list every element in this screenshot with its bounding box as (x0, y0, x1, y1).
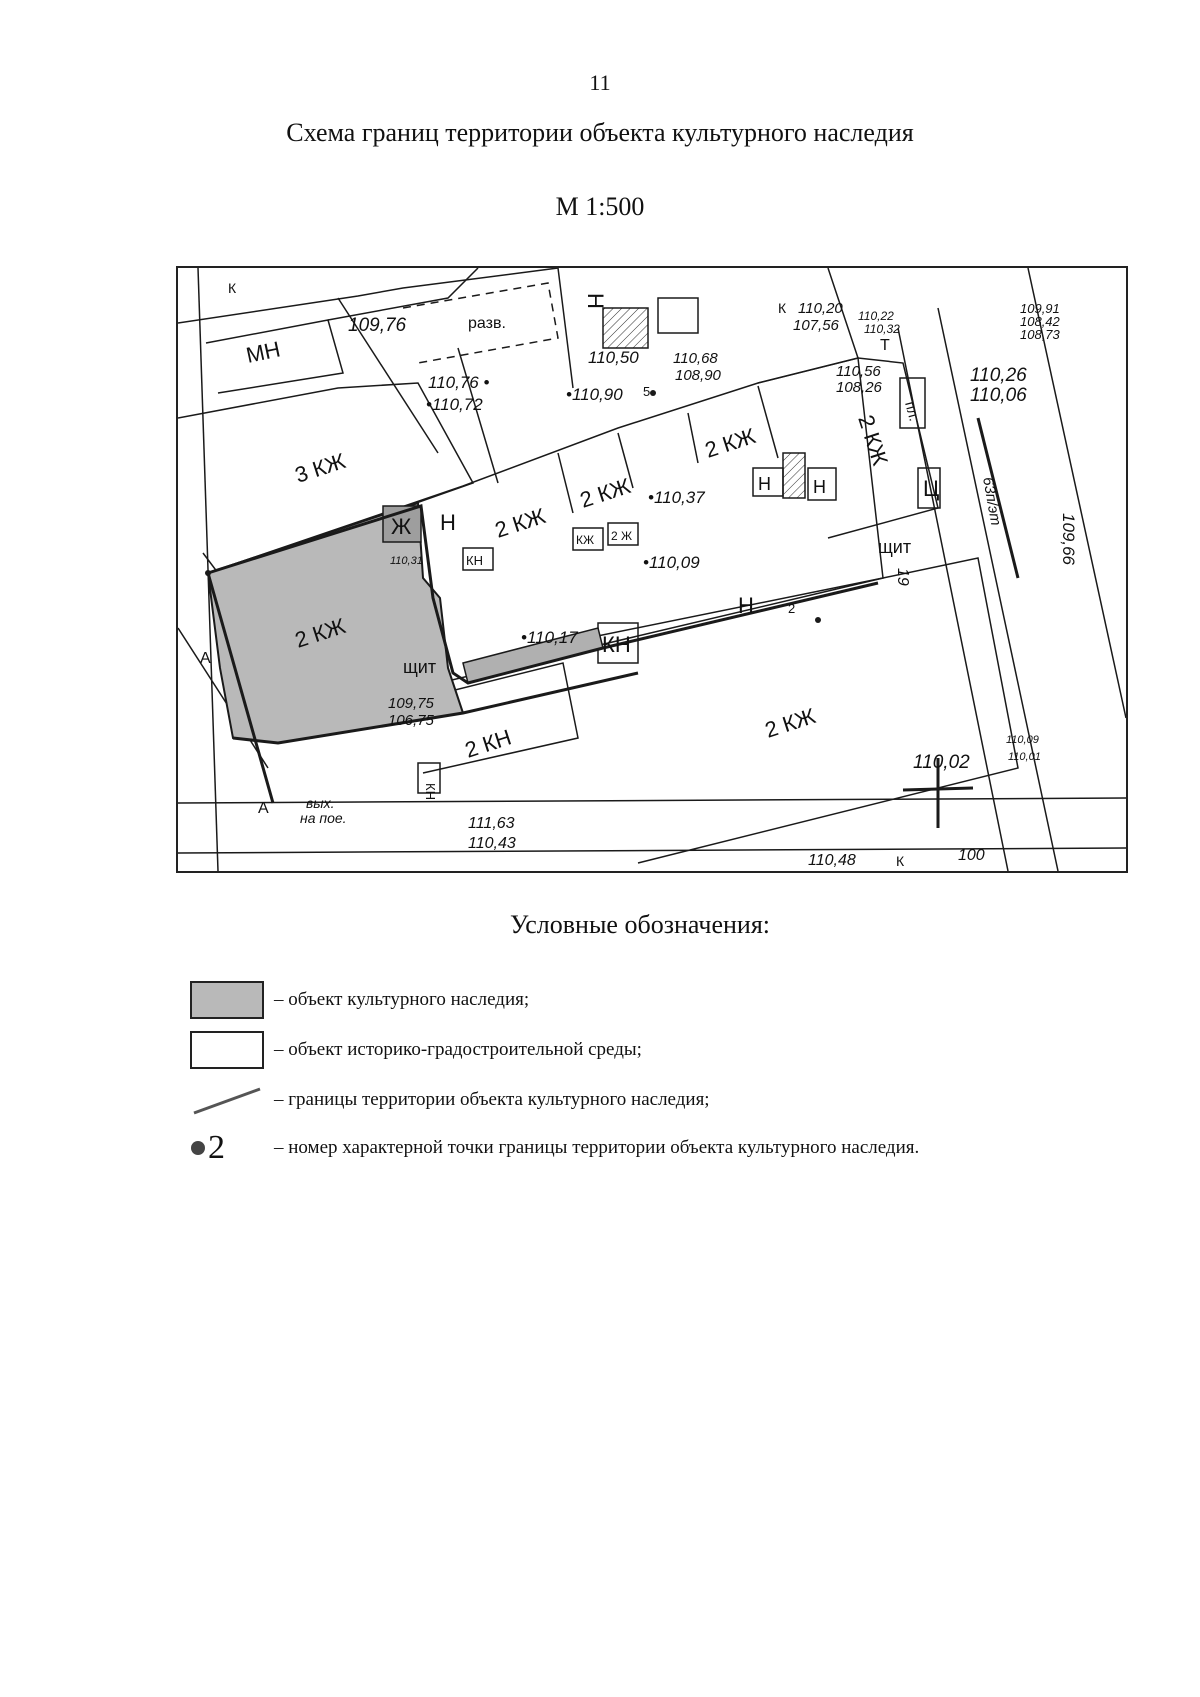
elev-e15: 110,56 (836, 363, 881, 380)
elev-e33: 19 (894, 568, 911, 586)
elev-e31: 109,66 (1059, 513, 1078, 565)
label-shchit1: щит (403, 657, 437, 677)
label-shchit2: щит (878, 537, 912, 557)
elev-e2: 110,76 • (428, 373, 490, 392)
cadastral-map (176, 266, 1128, 873)
label-2kzh-b: 2 КЖ (576, 473, 634, 513)
legend-text-heritage: – объект культурного наследия; (274, 989, 530, 1010)
elev-e3: •110,72 (426, 395, 483, 414)
label-a1: А (200, 650, 211, 667)
point-2-marker (815, 617, 821, 623)
elev-e21: •110,17 (521, 628, 578, 647)
elev-e25: 111,63 (468, 815, 515, 832)
legend-title: Условные обозначения: (509, 910, 771, 939)
label-a2: А (258, 800, 269, 817)
elev-e32: 63п/эт (979, 475, 1005, 527)
point-5-marker (650, 390, 656, 396)
label-2kn: 2 КН (461, 724, 515, 763)
label-kn1: КН (602, 632, 631, 657)
legend-point-number: 2 (208, 1129, 225, 1166)
elev-e24: 110,02 (913, 752, 970, 773)
label-2kzh-c: 2 КЖ (701, 423, 759, 463)
elev-e20: •110,09 (643, 553, 700, 572)
point-left-marker (205, 570, 211, 576)
label-2kzh-d: 2 КЖ (853, 411, 893, 469)
boundary-line-icon (190, 1081, 264, 1119)
elev-e6: 110,68 (673, 350, 718, 367)
elev-e26: 110,43 (468, 835, 516, 852)
label-vyh: вых. (306, 795, 335, 811)
legend-text-environment: – объект историко-градостроительной среды; (274, 1039, 642, 1060)
heritage-swatch (190, 981, 264, 1019)
div-4 (758, 386, 778, 458)
elev-e18: 110,06 (970, 385, 1027, 406)
label-kn-small: КН (466, 553, 483, 568)
label-kn2: КН (423, 783, 438, 800)
label-n3: Н (813, 477, 826, 497)
elev-e8: 110,20 (798, 300, 843, 317)
legend-item-point (190, 1126, 919, 1170)
legend-item-environment (190, 1028, 642, 1072)
label-k3: К (896, 853, 905, 869)
elev-e28: 110,09 (1006, 734, 1039, 746)
elev-e16: 108,26 (836, 379, 882, 396)
legend-text-boundary: – границы территории объекта культурного наследия; (274, 1089, 710, 1110)
label-t: Т (880, 337, 890, 354)
point-number-2: 2 (788, 601, 796, 616)
map-svg (178, 268, 1126, 871)
page-number: 11 (589, 70, 611, 95)
label-razv: разв. (468, 315, 506, 332)
elev-e29: 110,01 (1008, 751, 1041, 763)
label-pl: пл. (902, 399, 923, 423)
elev-e13: 108,42 (1020, 314, 1060, 329)
cross-h (903, 788, 973, 790)
stairs-mid (783, 453, 805, 498)
label-n5: Н (583, 293, 608, 309)
map-scale: М 1:500 (555, 192, 645, 221)
elev-e7: 108,90 (675, 367, 721, 384)
elev-e34: 110,31 (390, 555, 423, 567)
legend-text-point: – номер характерной точки границы территории объекта культурного наследия. (274, 1137, 920, 1158)
elev-e22: 109,75 (388, 695, 434, 712)
elev-e12: 109,91 (1020, 301, 1060, 316)
point-dot-icon (190, 1140, 206, 1156)
elev-e11: 110,32 (864, 322, 900, 336)
label-2kzh-a: 2 КЖ (491, 503, 549, 543)
lot-line-e (558, 268, 573, 388)
elev-e14: 108,73 (1020, 327, 1060, 342)
legend-item-boundary (190, 1078, 710, 1122)
point-number-5: 5 (643, 384, 651, 399)
elev-e27: 110,48 (808, 852, 856, 869)
label-k2: К (778, 300, 787, 316)
label-mn: МН (243, 336, 283, 368)
label-2kzh-big: 2 КЖ (761, 703, 819, 743)
elev-e23: 106,75 (388, 712, 434, 729)
label-ts: Ц (923, 476, 940, 501)
div-1 (558, 453, 573, 513)
elev-e30: 100 (958, 847, 985, 864)
point-number-icon (190, 1129, 264, 1167)
elev-e4: 110,50 (588, 348, 639, 367)
label-n4: Н (738, 593, 754, 618)
elev-e1: 109,76 (348, 315, 407, 336)
legend-item-heritage (190, 978, 529, 1022)
label-na-poe: на пое. (300, 810, 347, 826)
elev-e5: •110,90 (566, 385, 623, 404)
label-3kzh: 3 КЖ (291, 448, 349, 488)
elev-e10: 110,22 (858, 309, 894, 323)
label-kzh-small: КЖ (576, 533, 595, 547)
label-k1: К (228, 280, 237, 296)
label-2kzh-heritage: 2 КЖ (291, 613, 349, 653)
lot-line-a (328, 268, 478, 320)
div-3 (688, 413, 698, 463)
label-n1: Н (440, 510, 456, 535)
label-n2: Н (758, 474, 771, 494)
lot-line-c (458, 348, 498, 483)
box-top (658, 298, 698, 333)
environment-swatch (190, 1031, 264, 1069)
label-zh: Ж (391, 514, 412, 539)
elev-e9: 107,56 (793, 317, 839, 334)
stairs-top (603, 308, 648, 348)
elev-e17: 110,26 (970, 365, 1027, 386)
page-title: Схема границ территории объекта культурного наследия (286, 118, 914, 147)
label-2zh-small: 2 Ж (611, 529, 633, 543)
elev-e19: •110,37 (648, 488, 705, 507)
